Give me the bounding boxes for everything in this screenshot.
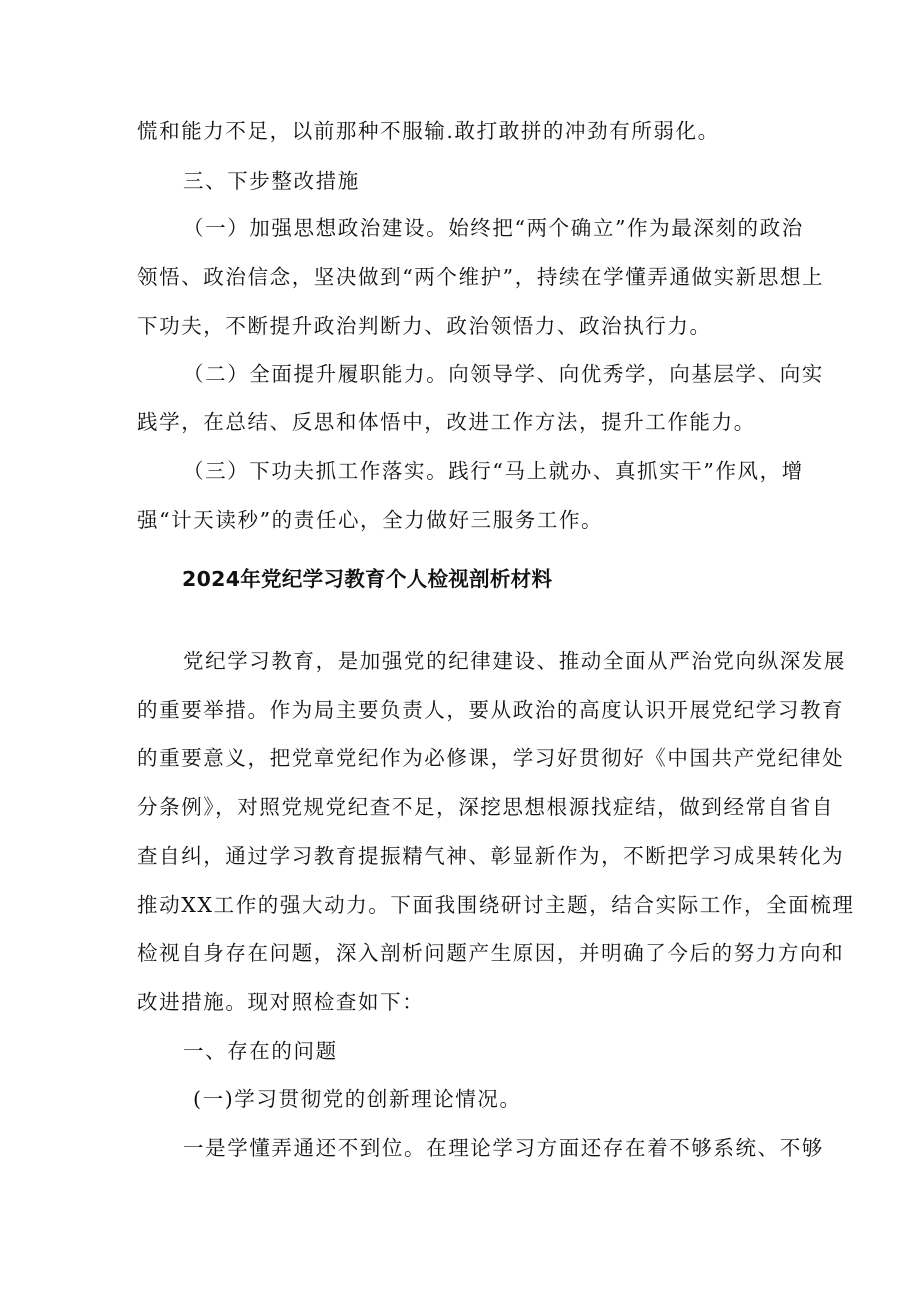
intro-line-4: 分条例》，对照党规党纪查不足，深挖思想根源找症结，做到经常自省自 [137,795,834,819]
measure-2-line-1: （二）全面提升履职能力。向领导学、向优秀学，向基层学、向实 [183,362,824,386]
intro-line-3: 的重要意义，把党章党纪作为必修课，学习好贯彻好《中国共产党纪律处 [137,746,845,770]
measure-3-line-2: 强“计天读秒”的责任心，全力做好三服务工作。 [137,508,604,532]
measure-1-line-3: 下功夫，不断提升政治判断力、政治领悟力、政治执行力。 [137,314,712,338]
section-heading-rectification: 三、下步整改措施 [183,169,360,193]
intro-line-5: 查自纠，通过学习教育提振精气神、彰显新作为，不断把学习成果转化为 [137,844,845,868]
article-title: 2024年党纪学习教育个人检视剖析材料 [182,567,553,591]
measure-3-line-1: （三）下功夫抓工作落实。践行“马上就办、真抓实干”作风，增 [183,459,804,483]
measure-1-line-2: 领悟、政治信念，坚决做到“两个维护”，持续在学懂弄通做实新思想上 [137,265,825,289]
intro-line-8: 改进措施。现对照检查如下： [137,990,425,1014]
intro-line-6: 推动XX工作的强大动力。下面我围绕研讨主题，结合实际工作，全面梳理 [137,893,855,917]
section-heading-problems: 一、存在的问题 [183,1039,338,1063]
intro-line-7: 检视自身存在问题，深入剖析问题产生原因，并明确了今后的努力方向和 [137,941,845,965]
intro-line-1: 党纪学习教育，是加强党的纪律建设、推动全面从严治党向纵深发展 [183,649,846,673]
paragraph-continuation: 慌和能力不足，以前那种不服输.敢打敢拼的冲劲有所弱化。 [137,119,720,143]
measure-2-line-2: 践学，在总结、反思和体悟中，改进工作方法，提升工作能力。 [137,410,756,434]
measure-1-line-1: （一）加强思想政治建设。始终把“两个确立”作为最深刻的政治 [183,216,804,240]
intro-line-2: 的重要举措。作为局主要负责人，要从政治的高度认识开展党纪学习教育 [137,698,845,722]
problem-1-line-1: 一是学懂弄通还不到位。在理论学习方面还存在着不够系统、不够 [183,1136,824,1160]
subsection-heading-theory: (一)学习贯彻党的创新理论情况。 [193,1087,522,1111]
